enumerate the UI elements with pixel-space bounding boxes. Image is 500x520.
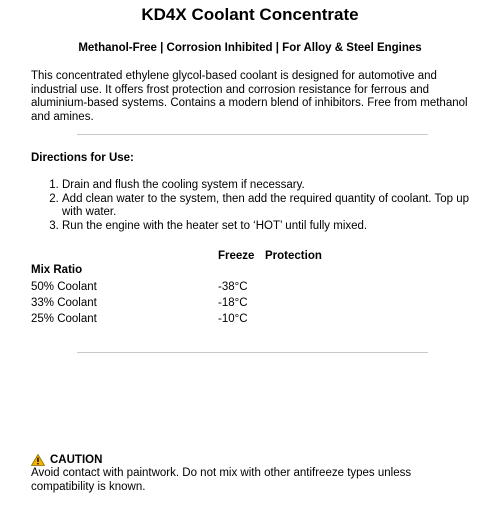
direction-step: 3. Run the engine with the heater set to ‘HOT’ until fully mixed. [62,220,471,234]
document-title: KD4X Coolant Concentrate [141,5,359,24]
table-row [0,297,500,313]
direction-step: 1. Drain and flush the cooling system if necessary. [62,179,471,193]
divider [77,352,428,353]
caution-text: Avoid contact with paintwork. Do not mix with other antifreeze types unless compatibility is known. [31,467,412,493]
freeze-temp-cell: -38°C [218,281,248,293]
mix-ratio-cell: 33% Coolant [31,297,97,309]
caution-heading: CAUTION [50,454,103,466]
mix-ratio-heading: Mix Ratio [31,264,83,276]
document-subtitle: Methanol-Free | Corrosion Inhibited | For Alloy & Steel Engines [78,42,422,54]
warning-triangle-icon [31,454,45,466]
table-row [0,313,500,329]
direction-step: 2. Add clean water to the system, then add the required quantity of coolant. Top up with water. [62,193,471,220]
intro-paragraph: This concentrated ethylene glycol-based coolant is designed for automotive and industrial use. It offers frost protection and corrosion resistance for ferrous and aluminium-based systems. Contains a modern blend of inhibitors. Free from methanol and amines. [31,70,468,123]
table-row [0,281,500,297]
caution-header [31,454,471,466]
divider [77,134,428,135]
directions-list [31,179,471,233]
directions-heading: Directions for Use: [31,152,134,164]
column-header-freeze: Freeze [218,250,255,262]
column-header-protection: Protection [265,250,322,262]
mix-ratio-cell: 50% Coolant [31,281,97,293]
caution-box [31,454,471,494]
mix-ratio-cell: 25% Coolant [31,313,97,325]
freeze-temp-cell: -10°C [218,313,248,325]
freeze-temp-cell: -18°C [218,297,248,309]
